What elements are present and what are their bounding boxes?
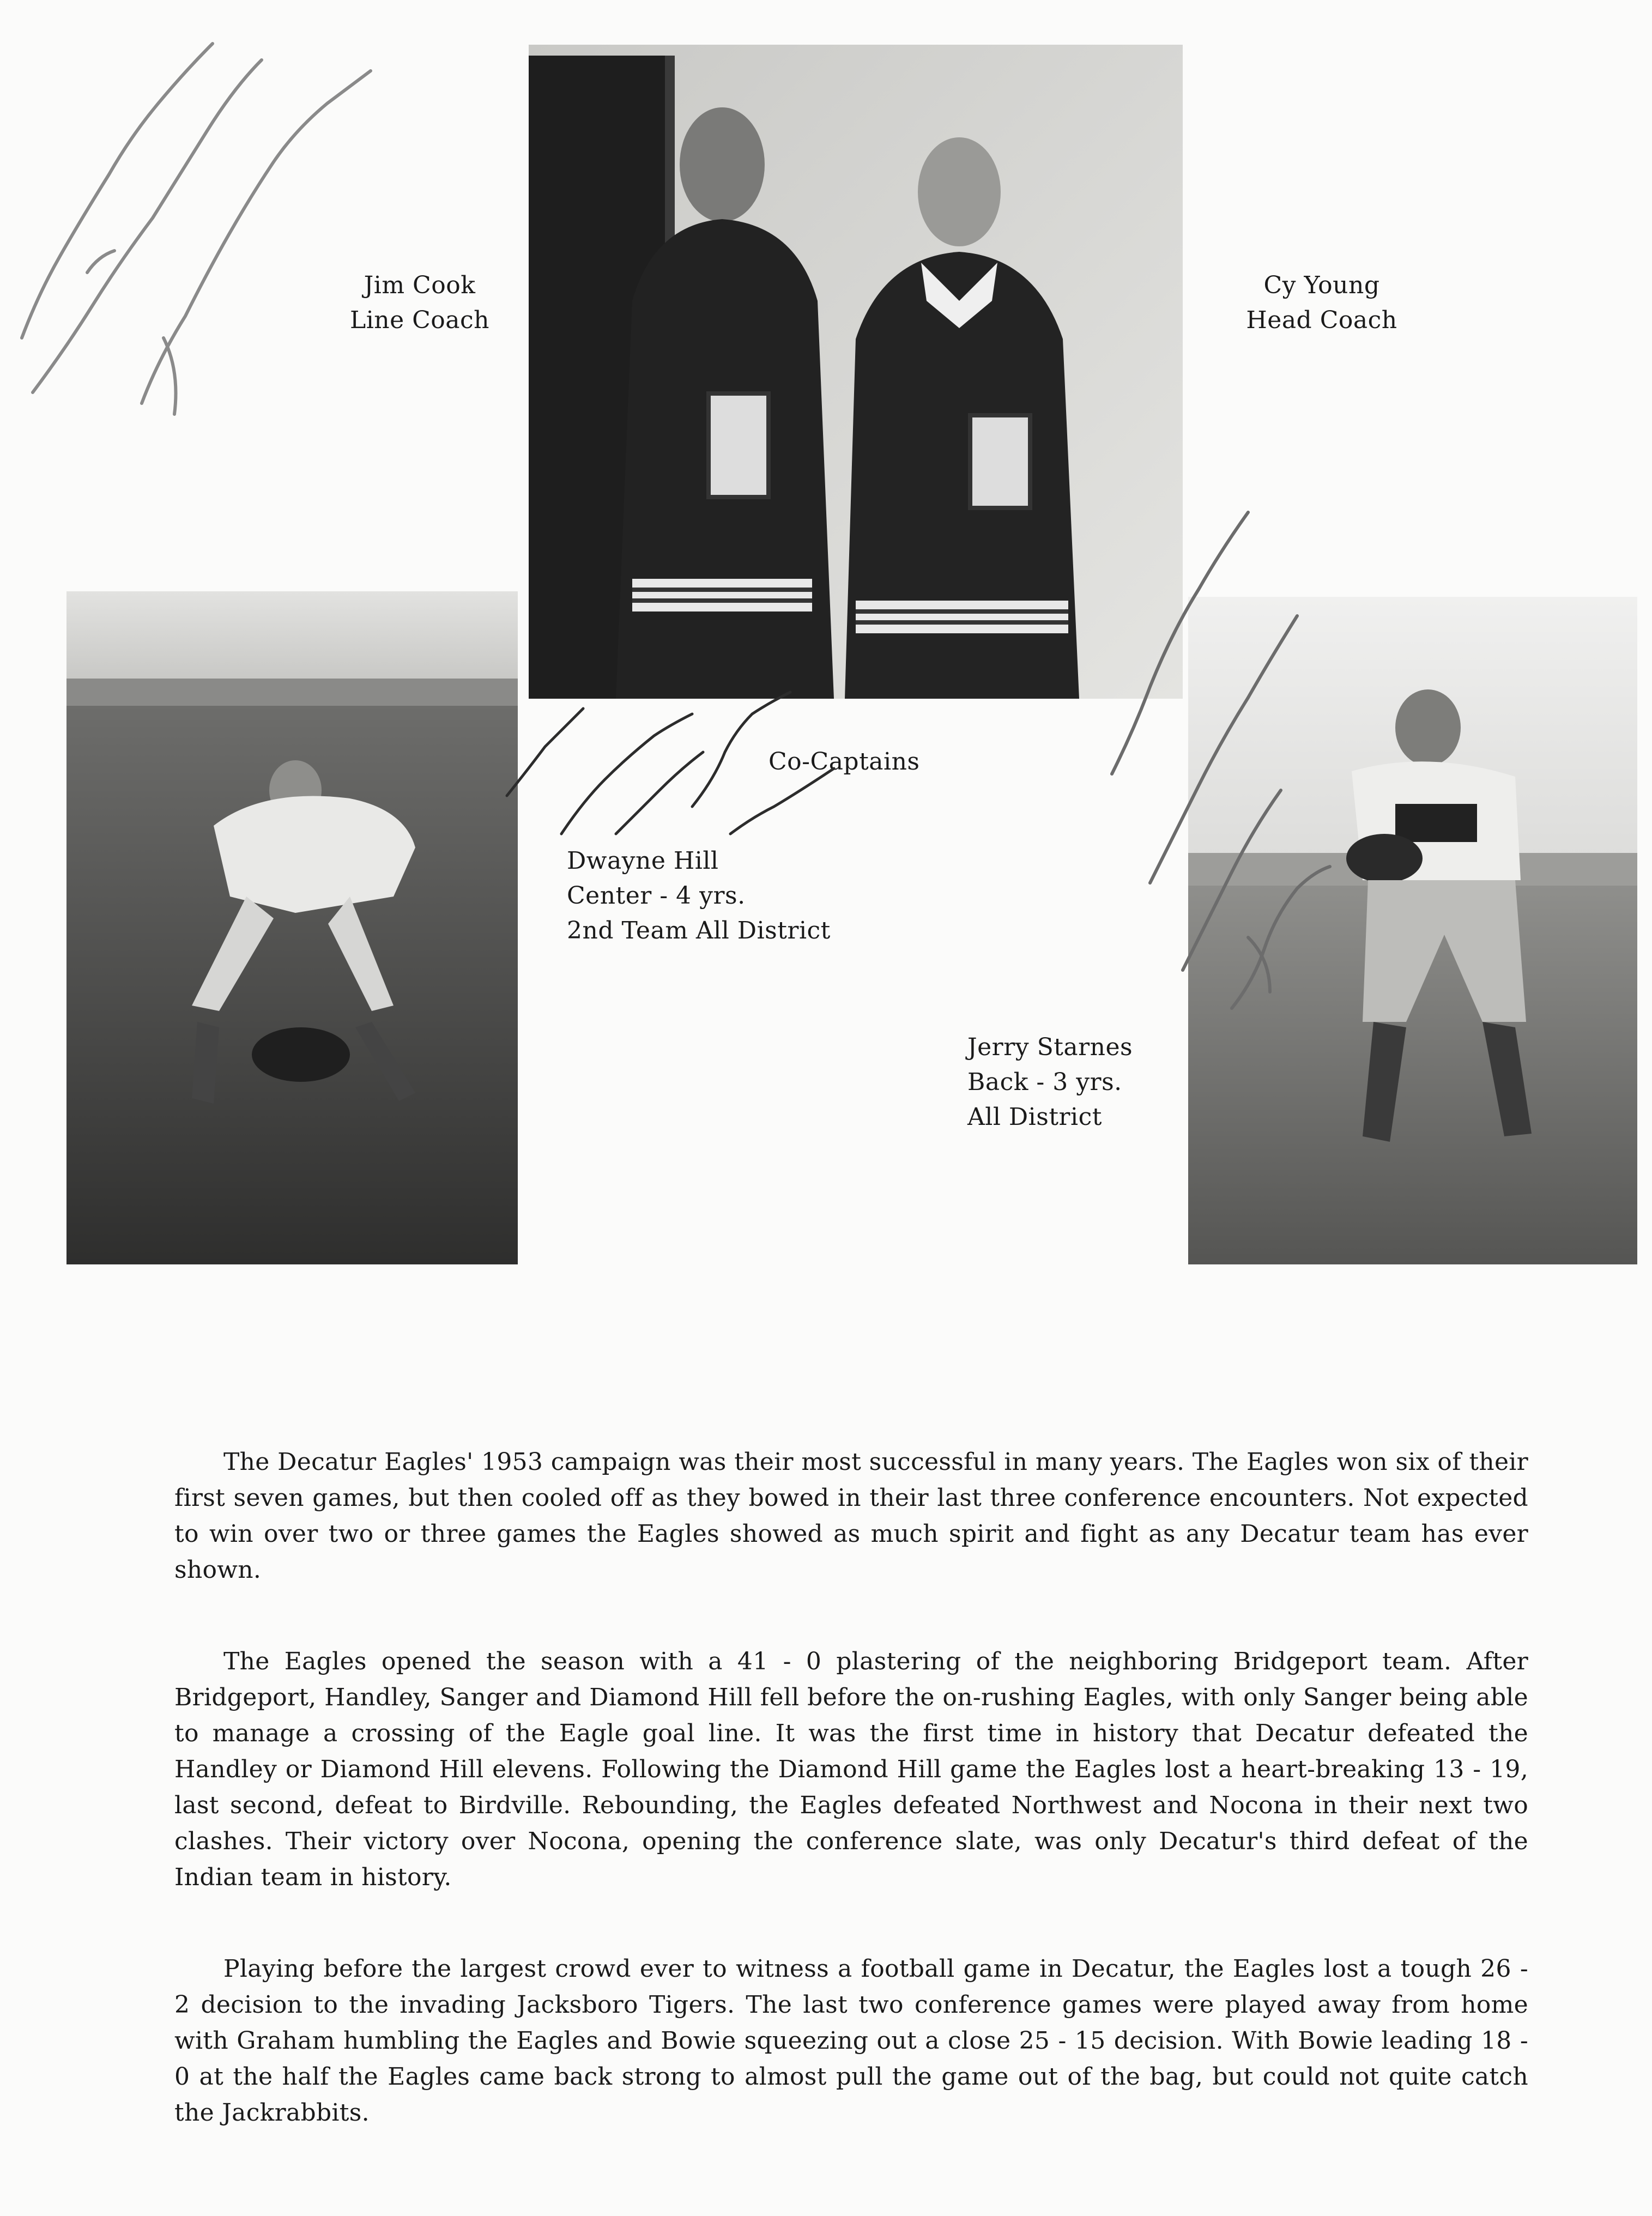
cy-young-role: Head Coach (1246, 306, 1397, 334)
cy-young-name: Cy Young (1263, 271, 1380, 299)
caption-dwayne-hill (567, 844, 831, 948)
article-paragraph: The Decatur Eagles' 1953 campaign was their most successful in many years. The Eagles won six of their first seven games, but then cooled off as they bowed in their last three conference encounters. Not expected to win over two or three games the Eagles showed as much spirit and fight as any Decatur team has ever shown. (174, 1448, 1528, 1584)
dwayne-hill-name: Dwayne Hill (567, 847, 719, 875)
dwayne-hill-photo-image (66, 591, 518, 1264)
signature-cook-scribble (0, 0, 392, 491)
dwayne-hill-honor: 2nd Team All District (567, 917, 831, 944)
caption-jerry-starnes (967, 1030, 1133, 1135)
caption-co-captains (768, 744, 920, 779)
article-paragraph: The Eagles opened the season with a 41 - 0 plastering of the neighboring Bridgeport team. After Bridgeport, Handley, Sanger and Diamond Hill fell before the on-rushing Eagles, with only Sanger being able to manage a crossing of the Eagle goal line. It was the first time in history that Decatur defeated the Handley or Diamond Hill elevens. Following the Diamond Hill game the Eagles lost a heart-breaking 13 - 19, last second, defeat to Birdville. Rebounding, the Eagles defeated Northwest and Nocona in their next two clashes. Their victory over Nocona, opening the conference slate, was only Decatur's third defeat of the Indian team in history. (174, 1648, 1528, 1891)
coaches-photo-image (529, 45, 1183, 699)
co-captains-label: Co-Captains (768, 748, 920, 776)
article-paragraph: Playing before the largest crowd ever to witness a football game in Decatur, the Eagles lost a tough 26 - 2 decision to the invading Jacksboro Tigers. The last two conference games were played away from home with Graham humbling the Eagles and Bowie squeezing out a close 25 - 15 decision. With Bowie leading 18 - 0 at the half the Eagles came back strong to almost pull the game out of the bag, but could not quite catch the Jackrabbits. (174, 1955, 1528, 2127)
jerry-starnes-position: Back - 3 yrs. (967, 1068, 1122, 1096)
jerry-starnes-photo-image (1188, 597, 1637, 1264)
jim-cook-name: Jim Cook (364, 271, 476, 299)
caption-jim-cook (327, 268, 512, 338)
dwayne-hill-position: Center - 4 yrs. (567, 882, 746, 910)
dwayne-hill-photo (66, 591, 518, 1264)
jerry-starnes-name: Jerry Starnes (967, 1033, 1133, 1061)
caption-cy-young (1237, 268, 1406, 338)
jim-cook-role: Line Coach (349, 306, 490, 334)
jerry-starnes-honor: All District (967, 1103, 1102, 1131)
jerry-starnes-photo (1188, 597, 1637, 1264)
season-article (174, 1444, 1528, 2187)
coaches-photo (529, 45, 1183, 699)
signature-cook (0, 0, 392, 491)
